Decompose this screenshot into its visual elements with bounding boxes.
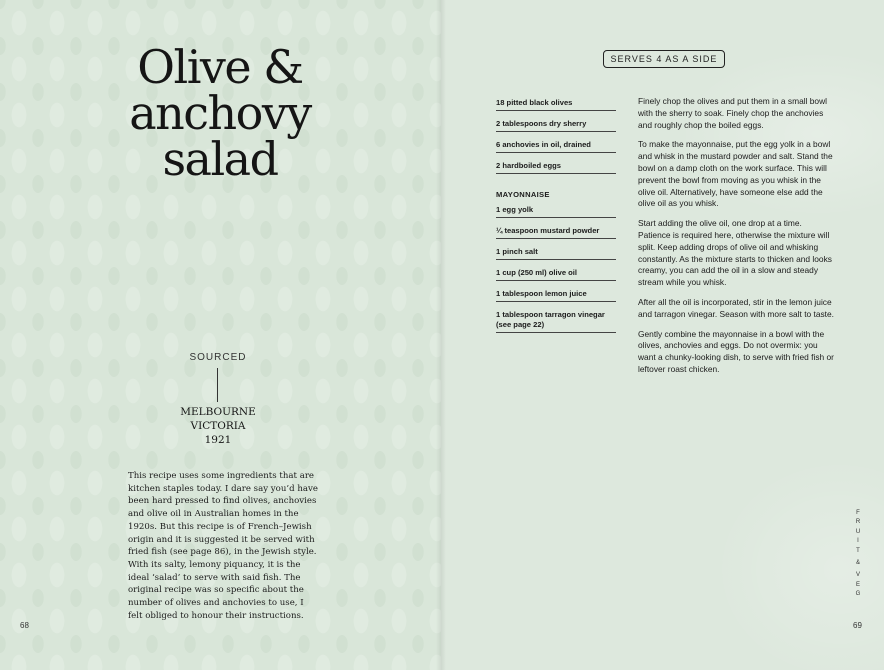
method-step: To make the mayonnaise, put the egg yolk in a bowl and whisk in the mustard powder and salt. Stand the bowl on a damp cloth on the work surface. This will prevent the bowl from moving as you whisk in the olive oil. Alternatively, have someone else add the olive oil as you whisk. xyxy=(638,139,833,209)
side-letter: F xyxy=(856,510,860,516)
section-side-label xyxy=(854,509,862,600)
ingredient-item: 2 tablespoons dry sherry xyxy=(496,117,616,132)
title-line: Olive & xyxy=(137,40,303,94)
ingredients-list xyxy=(496,96,616,339)
sourced-divider xyxy=(217,368,218,402)
side-letter: U xyxy=(855,528,861,535)
intro-text xyxy=(128,470,318,622)
side-letter: E xyxy=(855,581,860,588)
title-line: anchovy xyxy=(129,86,311,140)
method-text xyxy=(638,96,834,384)
side-letter: V xyxy=(855,572,860,579)
sourced-place xyxy=(150,405,286,447)
ingredient-item: 1 cup (250 ml) olive oil xyxy=(496,266,616,281)
ingredient-item: 1 tablespoon tarragon vinegar (see page 22) xyxy=(496,308,616,333)
book-gutter xyxy=(436,0,446,670)
mayonnaise-heading: MAYONNAISE xyxy=(496,190,550,199)
method-step: Start adding the olive oil, one drop at a time. Patience is required here, otherwise the mixture will split. Keep adding drops of olive oil and whisking constantly. As the mixture starts to thicken and looks creamy, you can add the oil in a slow and steady stream while you whisk. xyxy=(638,218,832,288)
side-letter: T xyxy=(856,547,860,554)
sourced-state: VICTORIA xyxy=(190,420,246,432)
serves-badge: SERVES 4 AS A SIDE xyxy=(603,50,725,68)
sourced-city: MELBOURNE xyxy=(180,406,256,418)
sourced-year: 1921 xyxy=(204,434,232,446)
sourced-label: SOURCED xyxy=(189,352,247,363)
ingredient-item: 1 tablespoon lemon juice xyxy=(496,287,616,302)
method-step: Finely chop the olives and put them in a small bowl with the sherry to soak. Finely chop the anchovies and roughly chop the boiled eggs. xyxy=(638,96,828,130)
side-letter: & xyxy=(855,560,860,567)
page-number-left: 68 xyxy=(20,621,29,630)
side-letter: I xyxy=(857,538,859,545)
side-letter: G xyxy=(855,591,861,598)
method-step: After all the oil is incorporated, stir in the lemon juice and tarragon vinegar. Season with more salt to taste. xyxy=(638,296,834,319)
side-letter: R xyxy=(855,519,861,526)
ingredient-item: 6 anchovies in oil, drained xyxy=(496,138,616,153)
ingredient-item: 18 pitted black olives xyxy=(496,96,616,111)
method-step: Gently combine the mayonnaise in a bowl with the olives, anchovies and eggs. Do not overmix: you want a chunky-looking dish, to serve with fried fish or leftover roast chicken. xyxy=(638,328,834,374)
ingredient-item: 1 pinch salt xyxy=(496,245,616,260)
title-line: salad xyxy=(162,132,278,186)
ingredient-item: 2 hardboiled eggs xyxy=(496,159,616,174)
ingredient-item: 1 egg yolk xyxy=(496,203,616,218)
recipe-title xyxy=(110,40,330,186)
ingredient-item: ¼ teaspoon mustard powder xyxy=(496,224,616,239)
page-number-right: 69 xyxy=(853,621,862,630)
intro-paragraph: This recipe uses some ingredients that are kitchen staples today. I dare say you’d have been hard pressed to find olives, anchovies and olive oil in Australian homes in the 1920s. But this recipe is of French–Jewish origin and it is suggested it be served with fried fish (see page 86), in the Jewish style. With its salty, lemony piquancy, it is the ideal ‘salad’ to serve with said fish. The original recipe was so specific about the number of olives and anchovies to use, I felt obliged to honour their instructions. xyxy=(128,471,318,621)
